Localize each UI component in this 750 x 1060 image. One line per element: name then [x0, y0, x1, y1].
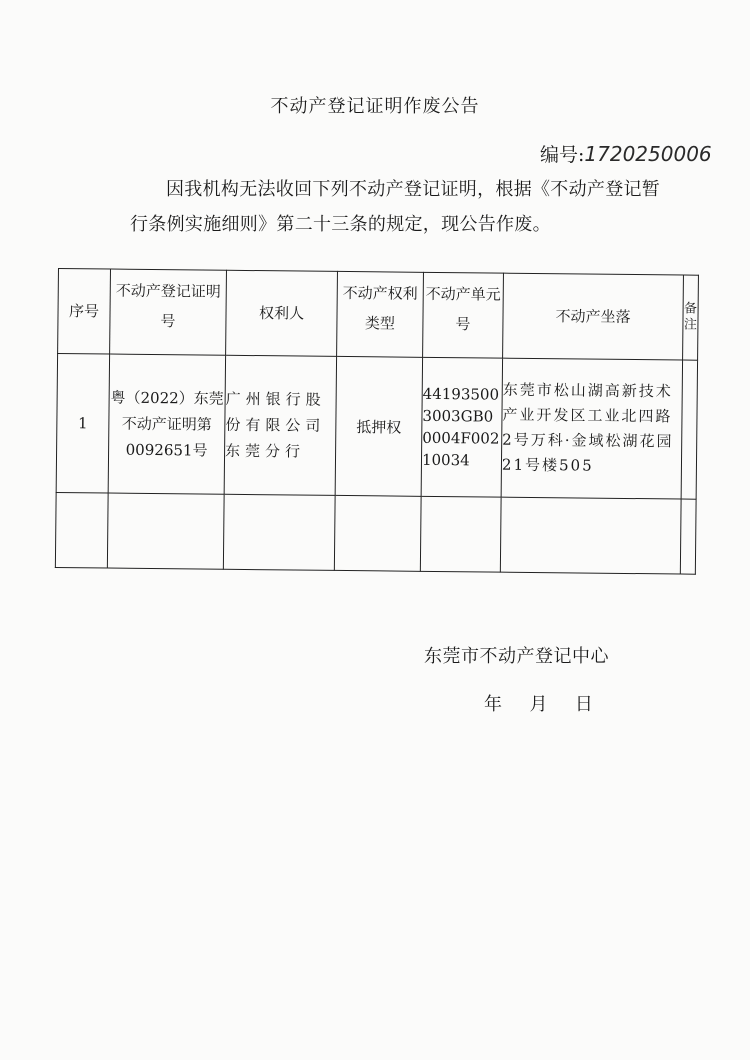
row-seq: 1: [56, 354, 109, 494]
document-number-label: 编号:: [540, 144, 585, 166]
page-title: 不动产登记证明作废公告: [270, 96, 480, 117]
header-location: 不动产坐落: [503, 273, 684, 360]
signature-date: 年 月 日: [484, 694, 593, 715]
empty-cell: [334, 495, 421, 571]
table-header-row: [58, 269, 699, 361]
row-location: 东莞市松山湖高新技术产业开发区工业北四路2号万科·金域松湖花园21号楼505: [501, 358, 682, 499]
certificate-table: [55, 268, 698, 590]
empty-cell: [223, 494, 335, 570]
table-row-empty: [55, 492, 696, 574]
document-number-value: 1720250006: [584, 142, 712, 166]
empty-cell: [55, 492, 108, 568]
header-cert-no: 不动产登记证明号: [110, 269, 227, 355]
document-number: [540, 140, 712, 167]
empty-cell: [500, 497, 681, 574]
empty-cell: [680, 499, 696, 574]
row-right-type: 抵押权: [335, 356, 422, 496]
header-holder: 权利人: [226, 270, 338, 356]
header-remark: 备注: [683, 275, 699, 360]
row-unit-no: 441935003003GB00004F00210034: [421, 357, 502, 497]
header-right-type: 不动产权利类型: [337, 271, 424, 357]
announcement-intro: 因我机构无法收回下列不动产登记证明，根据《不动产登记暂行条例实施细则》第二十三条的规定，现公告作废。: [130, 179, 661, 235]
issuing-organization: 东莞市不动产登记中心: [424, 646, 609, 667]
header-unit-no: 不动产单元号: [423, 272, 504, 358]
header-seq: 序号: [58, 269, 111, 355]
row-cert-no: 粤（2022）东莞不动产证明第0092651号: [108, 354, 225, 494]
empty-cell: [107, 493, 224, 569]
table-row: [56, 354, 697, 500]
row-holder: 广州银行股份有限公司东莞分行: [224, 355, 336, 495]
row-remark: [681, 360, 697, 499]
empty-cell: [420, 496, 501, 572]
